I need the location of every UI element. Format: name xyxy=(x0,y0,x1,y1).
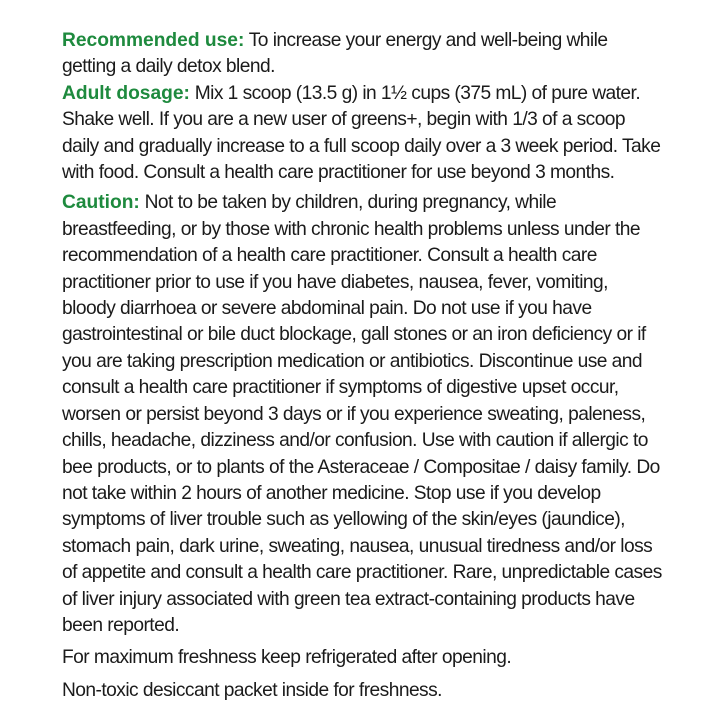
recommended-use-text: To increase your energy and well-being while getting a daily detox blend. xyxy=(62,30,608,78)
adult-dosage-heading: Adult dosage: xyxy=(62,82,190,104)
storage-note: For maximum freshness keep refrigerated after opening. xyxy=(62,647,512,669)
adult-dosage-paragraph xyxy=(62,81,662,187)
adult-dosage-text: Mix 1 scoop (13.5 g) in 1½ cups (375 mL) of pure water. Shake well. If you are a new user of greens+, begin with 1/3 of a scoop daily and gradually increase to a full scoop daily over a 3 week period. Take with food. Consult a health care practitioner for use beyond 3 months. xyxy=(62,82,661,184)
desiccant-note: Non-toxic desiccant packet inside for freshness. xyxy=(62,679,442,701)
recommended-use-paragraph xyxy=(62,28,662,81)
caution-heading: Caution: xyxy=(62,192,140,214)
caution-paragraph xyxy=(62,190,662,639)
caution-text: Not to be taken by children, during pregnancy, while breastfeeding, or by those with chronic health problems unless under the recommendation of a health care practitioner. Consult a health care practitioner prior to use if you have diabetes, nausea, fever, vomiting, bloody diarrhoea or severe abdominal pain. Do not use if you have gastrointestinal or bile duct blockage, gall stones or an iron deficiency or if you are taking prescription medication or antibiotics. Discontinue use and consult a health care practitioner if symptoms of digestive upset occur, worsen or persist beyond 3 days or if you experience sweating, paleness, chills, headache, dizziness and/or confusion. Use with caution if allergic to bee products, or to plants of the Asteraceae / Compositae / daisy family. Do not take within 2 hours of another medicine. Stop use if you develop symptoms of liver trouble such as yellowing of the skin/eyes (jaundice), stomach pain, dark urine, sweating, nausea, unusual tiredness and/or loss of appetite and consult a health care practitioner. Rare, unpredictable cases of liver injury associated with green tea extract-containing products have been reported. xyxy=(62,192,662,636)
product-label-panel xyxy=(62,28,662,704)
recommended-use-heading: Recommended use: xyxy=(62,30,245,51)
